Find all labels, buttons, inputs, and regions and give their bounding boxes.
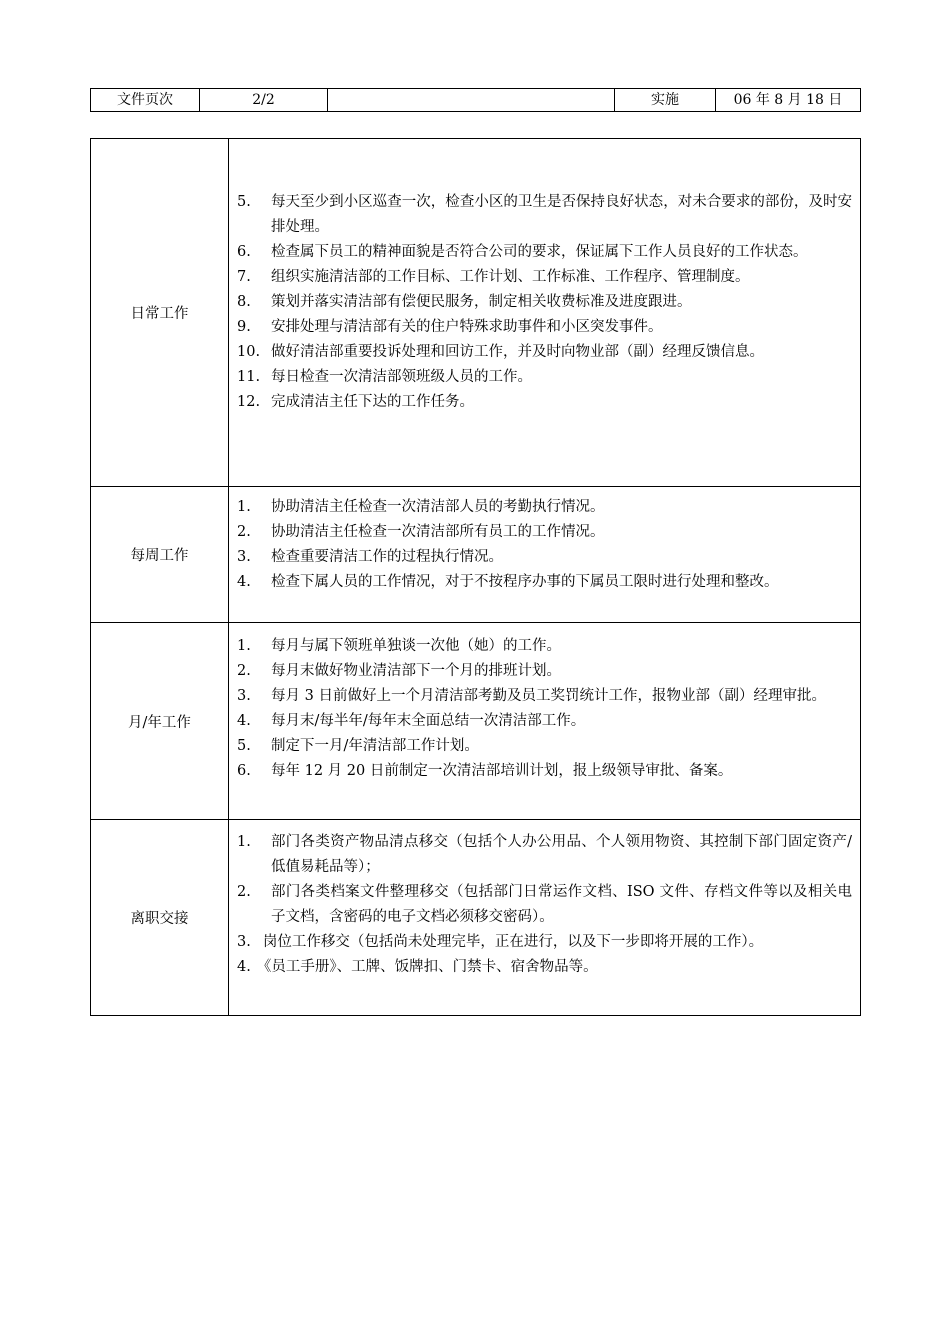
page-label: 文件页次 (91, 89, 200, 112)
list-item: 10. 做好清洁部重要投诉处理和回访工作，并及时向物业部（副）经理反馈信息。 (237, 344, 764, 360)
daily-label: 日常工作 (91, 139, 229, 487)
header-blank-cell (328, 89, 615, 112)
daily-list (237, 190, 852, 415)
list-item: 7. 组织实施清洁部的工作目标、工作计划、工作标准、工作程序、管理制度。 (237, 269, 750, 285)
list-item: 1. 每月与属下领班单独谈一次他（她）的工作。 (237, 638, 561, 654)
page-value: 2/2 (200, 89, 328, 112)
list-item: 12. 完成清洁主任下达的工作任务。 (237, 394, 474, 410)
list-item: 2. 部门各类档案文件整理移交（包括部门日常运作文档、ISO 文件、存档文件等以及相关电子文档，含密码的电子文档必须移交密码）。 (237, 884, 852, 925)
duties-table (90, 138, 861, 1016)
leaving-list (237, 830, 852, 980)
monthly-row (91, 623, 861, 820)
list-item: 5. 每天至少到小区巡查一次，检查小区的卫生是否保持良好状态，对未合要求的部份，及时安排处理。 (237, 194, 852, 235)
daily-row (91, 139, 861, 487)
list-item: 8. 策划并落实清洁部有偿便民服务，制定相关收费标准及进度跟进。 (237, 294, 692, 310)
list-item: 4. 每月末/每半年/每年末全面总结一次清洁部工作。 (237, 713, 586, 729)
impl-date: 06 年 8 月 18 日 (716, 89, 861, 112)
list-item: 4. 检查下属人员的工作情况，对于不按程序办事的下属员工限时进行处理和整改。 (237, 574, 779, 590)
list-item: 6. 每年 12 月 20 日前制定一次清洁部培训计划，报上级领导审批、备案。 (237, 763, 733, 779)
monthly-label: 月/年工作 (91, 623, 229, 820)
weekly-list (237, 495, 852, 595)
weekly-label: 每周工作 (91, 487, 229, 623)
list-item: 2. 协助清洁主任检查一次清洁部所有员工的工作情况。 (237, 524, 605, 540)
leaving-row (91, 820, 861, 1016)
list-item: 3. 每月 3 日前做好上一个月清洁部考勤及员工奖罚统计工作，报物业部（副）经理审批。 (237, 688, 826, 704)
list-item: 11. 每日检查一次清洁部领班级人员的工作。 (237, 369, 532, 385)
weekly-row (91, 487, 861, 623)
list-item: 4. 《员工手册》、工牌、饭牌扣、门禁卡、宿舍物品等。 (237, 959, 598, 975)
list-item: 1. 部门各类资产物品清点移交（包括个人办公用品、个人领用物资、其控制下部门固定资产/低值易耗品等）； (237, 834, 852, 875)
weekly-content (229, 487, 861, 623)
header-table (90, 88, 861, 112)
leaving-content (229, 820, 861, 1016)
list-item: 5. 制定下一月/年清洁部工作计划。 (237, 738, 479, 754)
monthly-content (229, 623, 861, 820)
leaving-label: 离职交接 (91, 820, 229, 1016)
list-item: 2. 每月末做好物业清洁部下一个月的排班计划。 (237, 663, 561, 679)
list-item: 1. 协助清洁主任检查一次清洁部人员的考勤执行情况。 (237, 499, 605, 515)
daily-content (229, 139, 861, 487)
list-item: 6. 检查属下员工的精神面貌是否符合公司的要求，保证属下工作人员良好的工作状态。 (237, 244, 808, 260)
list-item: 3. 检查重要清洁工作的过程执行情况。 (237, 549, 503, 565)
list-item: 9. 安排处理与清洁部有关的住户特殊求助事件和小区突发事件。 (237, 319, 663, 335)
impl-label: 实施 (615, 89, 716, 112)
monthly-list (237, 634, 852, 784)
list-item: 3. 岗位工作移交（包括尚未处理完毕，正在进行，以及下一步即将开展的工作）。 (237, 934, 764, 950)
